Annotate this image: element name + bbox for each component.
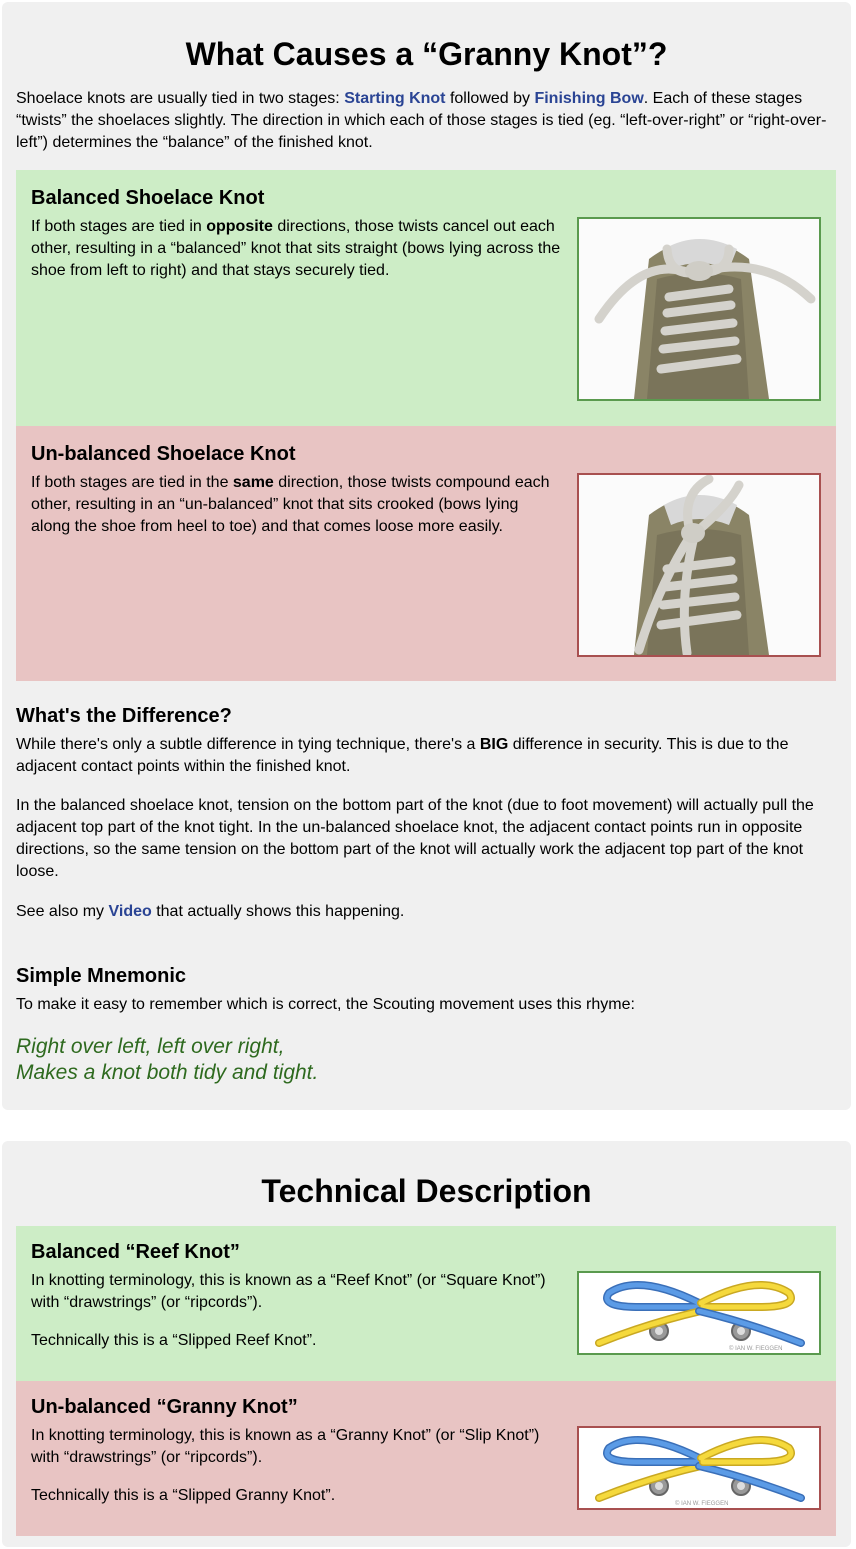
technical-description-panel bbox=[2, 1141, 851, 1547]
finishing-bow-link[interactable]: Finishing Bow bbox=[534, 90, 644, 107]
balanced-text-2: directions, those twists cancel out each other, resulting in a “balanced” knot that sits straight (bows lying across the shoe from left to right) and that stays securely tied. bbox=[31, 218, 561, 279]
intro-text-2: followed by bbox=[445, 90, 535, 107]
difference-text-2: difference in security. This is due to the adjacent contact points within the finished knot. bbox=[16, 736, 789, 775]
balanced-knot-text bbox=[31, 216, 561, 282]
mnemonic-text: To make it easy to remember which is correct, the Scouting movement uses this rhyme: bbox=[16, 996, 635, 1013]
unbalanced-shoe-photo bbox=[577, 473, 821, 657]
reef-knot-diagram bbox=[577, 1271, 821, 1355]
reef-knot-title: Balanced “Reef Knot” bbox=[31, 1241, 240, 1263]
unbalanced-text-bold: same bbox=[232, 474, 274, 491]
balanced-knot-box bbox=[16, 170, 836, 426]
technical-title: Technical Description bbox=[261, 1173, 592, 1209]
mnemonic-heading: Simple Mnemonic bbox=[16, 965, 187, 987]
unbalanced-knot-title: Un-balanced Shoelace Knot bbox=[31, 443, 296, 465]
granny-knot-p2: Technically this is a “Slipped Granny Knot”. bbox=[31, 1487, 336, 1504]
difference-text-1: While there's only a subtle difference in tying technique, there's a bbox=[16, 736, 480, 753]
balanced-shoe-photo bbox=[577, 217, 821, 401]
starting-knot-link[interactable]: Starting Knot bbox=[344, 90, 446, 107]
difference-paragraph-2: In the balanced shoelace knot, tension on the bottom part of the knot (due to foot movement) will actually pull the adjacent top part of the knot tight. In the un-balanced shoelace knot, the adjacent contact points run in opposite directions, so the same tension on the bottom part of the knot will actually work the adjacent top part of the knot loose. bbox=[16, 797, 814, 880]
difference-heading: What's the Difference? bbox=[16, 705, 232, 727]
balanced-knot-title: Balanced Shoelace Knot bbox=[31, 187, 265, 209]
difference-paragraph-1 bbox=[16, 734, 837, 778]
reef-credit: © IAN W. FIEGGEN bbox=[729, 1346, 783, 1352]
video-text-1: See also my bbox=[16, 903, 109, 920]
video-link[interactable]: Video bbox=[108, 903, 152, 920]
balanced-text-1: If both stages are tied in bbox=[31, 218, 207, 235]
granny-knot-title: Un-balanced “Granny Knot” bbox=[31, 1396, 298, 1418]
unbalanced-text-2: direction, those twists compound each other, resulting in an “un-balanced” knot that sits crooked (bows lying along the shoe from heel to toe) and that comes loose more easily. bbox=[31, 474, 550, 535]
video-text-2: that actually shows this happening. bbox=[151, 903, 405, 920]
balanced-text-bold: opposite bbox=[206, 218, 273, 235]
reef-knot-p1: In knotting terminology, this is known as a “Reef Knot” (or “Square Knot”) with “drawstrings” (or “ripcords”). bbox=[31, 1272, 546, 1311]
unbalanced-knot-text bbox=[31, 472, 561, 538]
reef-knot-text bbox=[31, 1270, 561, 1352]
difference-text-bold: BIG bbox=[479, 736, 509, 753]
reef-knot-p2: Technically this is a “Slipped Reef Knot”. bbox=[31, 1332, 317, 1349]
page-title: What Causes a “Granny Knot”? bbox=[185, 36, 668, 72]
mnemonic-rhyme bbox=[16, 1034, 318, 1086]
granny-knot-p1: In knotting terminology, this is known as a “Granny Knot” (or “Slip Knot”) with “drawstrings” (or “ripcords”). bbox=[31, 1427, 540, 1466]
granny-knot-diagram bbox=[577, 1426, 821, 1510]
rhyme-line-2: Makes a knot both tidy and tight. bbox=[16, 1061, 319, 1084]
intro-text-1: Shoelace knots are usually tied in two stages: bbox=[16, 90, 345, 107]
granny-knot-box bbox=[16, 1381, 836, 1536]
intro-paragraph bbox=[16, 88, 837, 154]
granny-knot-panel bbox=[2, 2, 851, 1110]
granny-knot-text bbox=[31, 1425, 561, 1507]
granny-credit: © IAN W. FIEGGEN bbox=[675, 1501, 729, 1507]
reef-knot-box bbox=[16, 1226, 836, 1381]
unbalanced-text-1: If both stages are tied in the bbox=[31, 474, 233, 491]
intro-text-3: . Each of these stages “twists” the shoelaces slightly. The direction in which each of those stages is tied (eg. “left-over-right” or “right-over-left”) determines the “balance” of the finished knot. bbox=[16, 90, 827, 151]
unbalanced-knot-box bbox=[16, 426, 836, 681]
difference-paragraph-3 bbox=[16, 901, 837, 923]
rhyme-line-1: Right over left, left over right, bbox=[16, 1035, 285, 1058]
